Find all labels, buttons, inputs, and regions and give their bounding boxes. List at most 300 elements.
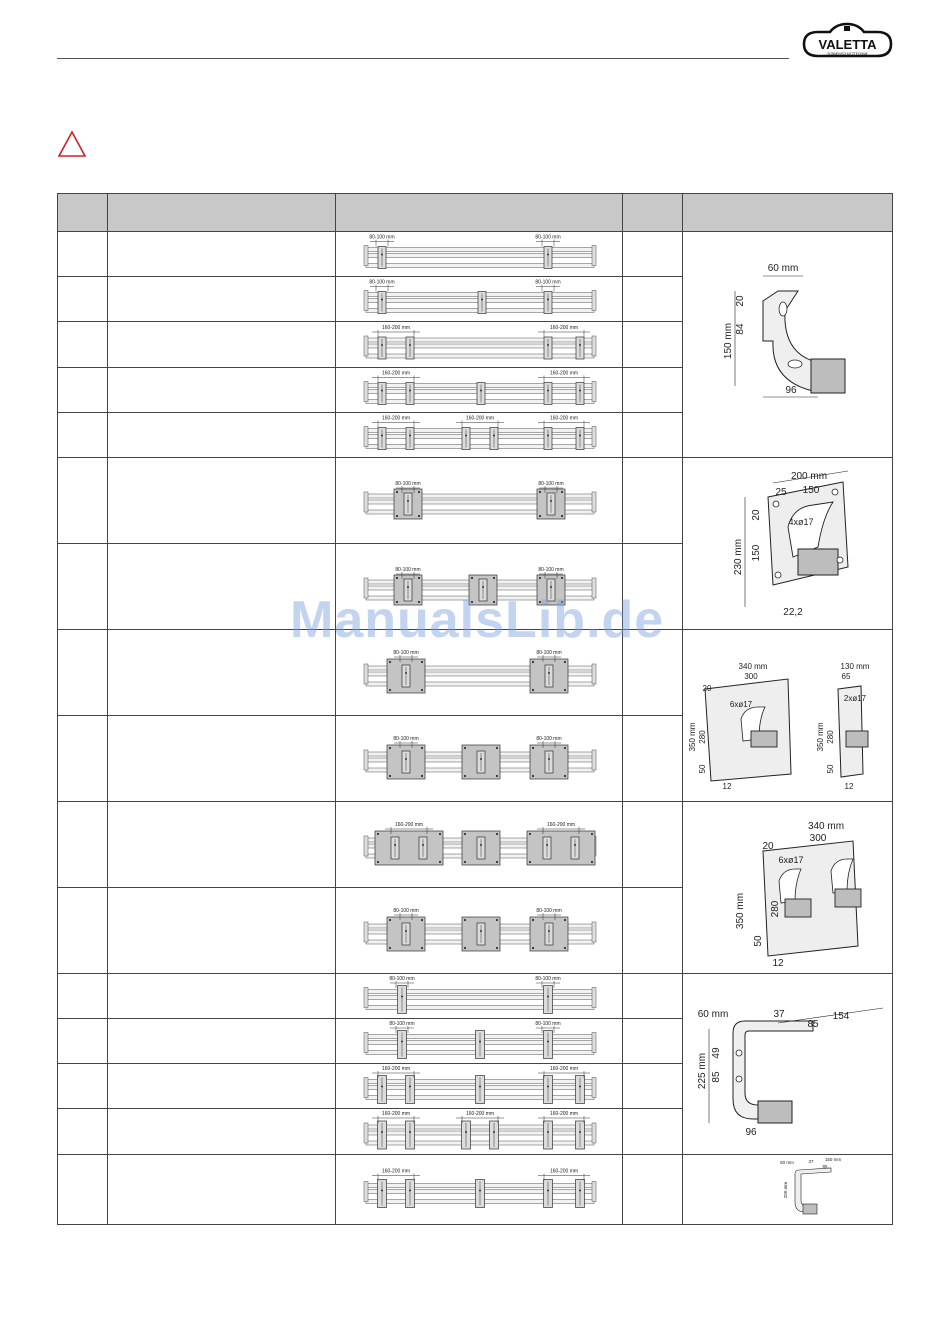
brand-name: VALETTA [818, 37, 877, 52]
bracket-hole [409, 344, 411, 346]
end-cap [592, 492, 596, 512]
dim-label: 150 [751, 544, 762, 562]
screw-hole [532, 775, 534, 777]
brand-subtitle: SONNENSCHUTZTECHNIK [827, 52, 868, 56]
end-cap [592, 750, 596, 770]
dim-label: 20 [702, 684, 712, 693]
diagram-row-7 [364, 567, 596, 605]
dim-label: 2xø17 [843, 694, 867, 703]
end-cap [364, 1123, 368, 1143]
dim-label: 60 mm [767, 263, 799, 274]
spacing-label: 80-100 mm [538, 481, 564, 487]
end-cap [364, 382, 368, 402]
bracket-hole [547, 435, 549, 437]
spacing-label: 160-200 mm [381, 1111, 411, 1117]
screw-hole [532, 689, 534, 691]
dim-label: 350 mm [735, 892, 746, 930]
bracket-hole [547, 299, 549, 301]
spacing-label: 80-100 mm [395, 481, 421, 487]
dim-label: 250 mm [783, 1181, 788, 1199]
dim-label: 96 [785, 385, 797, 396]
spacing-label: 160-200 mm [394, 822, 424, 828]
diagram-row-11 [364, 908, 596, 951]
spacing-label: 160-200 mm [549, 325, 579, 331]
bracket-hole [479, 1086, 481, 1088]
end-cap [364, 291, 368, 311]
dim-label: 37 [773, 1009, 785, 1020]
bracket-hole [394, 844, 396, 846]
bracket-hole [493, 435, 495, 437]
profile-bar [366, 254, 594, 258]
profile-bar [366, 1125, 594, 1129]
bracket-hole [480, 390, 482, 392]
spacing-label: 160-200 mm [381, 325, 411, 331]
dim-label: 60 mm [697, 1009, 729, 1020]
dim-label: 6xø17 [778, 855, 804, 865]
screw-hole [564, 661, 566, 663]
dim-label: 50 [698, 764, 707, 774]
dim-label: 350 mm [688, 722, 697, 752]
end-cap [592, 1123, 596, 1143]
dim-label: 65 [841, 672, 851, 681]
screw-hole [421, 747, 423, 749]
end-cap [364, 1033, 368, 1053]
screw-hole [496, 775, 498, 777]
dim-label: 150 [802, 485, 820, 496]
end-cap [364, 246, 368, 266]
profile-bar [366, 445, 594, 449]
bracket-hole [579, 390, 581, 392]
screw-hole [591, 833, 593, 835]
spacing-label: 80-100 mm [393, 736, 419, 742]
screw-hole [418, 601, 420, 603]
diagram-row-1 [364, 235, 596, 269]
screw-hole [418, 491, 420, 493]
dim-label: 340 mm [738, 662, 768, 671]
bracket-hole [405, 672, 407, 674]
end-cap [592, 1182, 596, 1202]
spacing-label: 160-200 mm [549, 1168, 579, 1175]
dim-label: 300 [744, 672, 758, 681]
screw-hole [561, 515, 563, 517]
bracket-hole [407, 500, 409, 502]
screw-hole [532, 947, 534, 949]
dim-label: 37 [808, 1159, 814, 1164]
diagram-row-5 [364, 416, 596, 450]
bracket-hole [409, 1131, 411, 1133]
diagram-row-10 [364, 822, 596, 865]
screw-hole [496, 861, 498, 863]
screw-hole [532, 747, 534, 749]
end-cap [364, 750, 368, 770]
screw-hole [775, 572, 781, 578]
dim-label: 49 [711, 1047, 722, 1059]
bracket-drawings [683, 231, 892, 1224]
bracket-hole [422, 844, 424, 846]
end-cap [592, 922, 596, 942]
spacing-label: 160-200 mm [549, 415, 579, 422]
screw-hole [561, 491, 563, 493]
screw-hole [832, 489, 838, 495]
profile-clamp [751, 731, 777, 747]
screw-hole [396, 515, 398, 517]
screw-hole [561, 577, 563, 579]
bracket-hole [579, 1086, 581, 1088]
col-divider [622, 194, 623, 1224]
dim-label: 6xø17 [729, 700, 753, 709]
diagram-row-8 [364, 650, 596, 693]
screw-hole [389, 747, 391, 749]
screw-hole [421, 661, 423, 663]
dim-label: 350 mm [816, 722, 825, 752]
profile-bar [366, 435, 594, 439]
bracket-hole [547, 1190, 549, 1192]
dim-label: 12 [772, 958, 784, 969]
bracket-hole [574, 844, 576, 846]
spacing-label: 80-100 mm [535, 1021, 561, 1027]
screw-hole [439, 833, 441, 835]
end-cap [364, 1078, 368, 1098]
screw-hole [564, 919, 566, 921]
profile-clamp [785, 899, 811, 917]
bracket-hole [381, 435, 383, 437]
diagram-row-9 [364, 736, 596, 779]
dim-label: 84 [735, 323, 746, 335]
screw-hole [496, 747, 498, 749]
mounting-diagrams [336, 231, 622, 1224]
watermark: ManualsLib.de [290, 591, 665, 649]
diagram-row-14 [364, 1066, 596, 1104]
end-cap [592, 988, 596, 1008]
bracket-hole [579, 1131, 581, 1133]
bracket-hole [550, 586, 552, 588]
dim-label: 225 mm [697, 1052, 708, 1090]
screw-hole [389, 919, 391, 921]
profile-clamp [803, 1204, 817, 1214]
bracket-hole [579, 1190, 581, 1192]
spacing-label: 80-100 mm [536, 650, 562, 656]
dim-label: 130 mm [840, 662, 870, 671]
bracket-hole [409, 390, 411, 392]
bracket-hole [550, 500, 552, 502]
spacing-label: 80-100 mm [389, 976, 415, 982]
bracket-hole [482, 586, 484, 588]
screw-hole [496, 919, 498, 921]
end-cap [592, 336, 596, 356]
end-cap [592, 664, 596, 684]
screw-hole [421, 775, 423, 777]
bracket-hole [405, 758, 407, 760]
dim-line [778, 1008, 883, 1023]
bracket-2 [733, 471, 848, 618]
screw-hole [464, 861, 466, 863]
end-cap [592, 382, 596, 402]
end-cap [364, 578, 368, 598]
bracket-hole [479, 1041, 481, 1043]
spacing-label: 80-100 mm [535, 279, 561, 286]
bracket-hole [407, 586, 409, 588]
bracket-hole [409, 435, 411, 437]
bracket-hole [409, 1190, 411, 1192]
bracket-hole [465, 1131, 467, 1133]
dim-label: 12 [844, 782, 854, 791]
bracket-hole [381, 344, 383, 346]
spacing-label: 160-200 mm [381, 1066, 411, 1072]
bracket-hole [401, 1041, 403, 1043]
bracket-hole [381, 1131, 383, 1133]
dim-label: 20 [751, 509, 762, 521]
screw-hole [464, 833, 466, 835]
screw-hole [418, 515, 420, 517]
profile-bar [366, 338, 594, 342]
profile-bar [366, 248, 594, 252]
screw-hole [464, 947, 466, 949]
profile-clamp [798, 549, 838, 575]
end-cap [592, 246, 596, 266]
dim-label: 85 [807, 1019, 819, 1030]
screw-hole [493, 601, 495, 603]
screw-hole [564, 689, 566, 691]
spacing-label: 80-100 mm [393, 908, 419, 914]
bracket-hole [480, 844, 482, 846]
profile-bar [366, 344, 594, 348]
valetta-logo [800, 20, 895, 62]
spacing-label: 160-200 mm [465, 415, 495, 422]
bracket-hole [547, 1086, 549, 1088]
bracket-table [57, 193, 893, 1225]
bracket-hole [547, 1131, 549, 1133]
dim-label: 150 mm [723, 322, 734, 360]
dim-label: 96 [745, 1127, 757, 1138]
diagram-row-6 [364, 481, 596, 519]
spacing-label: 160-200 mm [546, 822, 576, 828]
screw-hole [539, 577, 541, 579]
screw-hole [539, 515, 541, 517]
spacing-label: 80-100 mm [535, 976, 561, 982]
screw-hole [396, 491, 398, 493]
end-cap [592, 291, 596, 311]
end-cap [364, 922, 368, 942]
end-cap [364, 836, 368, 856]
bracket-hole [547, 1041, 549, 1043]
diagram-row-4 [364, 371, 596, 405]
screw-hole [736, 1076, 742, 1082]
bracket-hole [547, 344, 549, 346]
dim-label: 60 mm [780, 1160, 794, 1165]
bracket-hole [548, 758, 550, 760]
bracket-hole [405, 930, 407, 932]
dim-label: 12 [722, 782, 732, 791]
bracket-hole [481, 299, 483, 301]
bracket-3 [688, 662, 870, 791]
bracket-hole [409, 1086, 411, 1088]
bracket-hole [381, 1190, 383, 1192]
spacing-label: 80-100 mm [536, 908, 562, 914]
dim-label: 340 mm [807, 821, 845, 832]
end-cap [364, 336, 368, 356]
profile-clamp [811, 359, 845, 393]
spacing-label: 80-100 mm [369, 279, 395, 286]
spacing-label: 80-100 mm [395, 567, 421, 573]
screw-hole [396, 577, 398, 579]
screw-hole [418, 577, 420, 579]
screw-hole [564, 775, 566, 777]
screw-hole [532, 661, 534, 663]
end-cap [592, 1078, 596, 1098]
screw-hole [377, 861, 379, 863]
spacing-label: 80-100 mm [389, 1021, 415, 1027]
bracket-hole [465, 435, 467, 437]
screw-hole [493, 577, 495, 579]
dim-label: 280 [698, 730, 707, 744]
bracket-hole [480, 758, 482, 760]
bracket-4 [735, 821, 861, 969]
bracket-1 [723, 263, 845, 397]
screw-hole [564, 747, 566, 749]
profile-bar [366, 354, 594, 358]
spacing-label: 160-200 mm [381, 1168, 411, 1175]
bracket-hole [579, 435, 581, 437]
screw-hole [439, 861, 441, 863]
dim-label: 154 [832, 1011, 850, 1022]
screw-hole [529, 833, 531, 835]
diagram-row-13 [364, 1021, 596, 1059]
header-rule [57, 58, 789, 59]
bracket-hole [381, 1086, 383, 1088]
screw-hole [539, 601, 541, 603]
screw-hole [389, 775, 391, 777]
screw-hole [421, 947, 423, 949]
bracket-hole [548, 672, 550, 674]
screw-hole [464, 775, 466, 777]
dim-label: 50 [826, 764, 835, 774]
screw-hole [421, 689, 423, 691]
wall-plate [527, 831, 595, 865]
bracket-hole [381, 390, 383, 392]
dim-label: 85 [711, 1071, 722, 1083]
diagram-row-12 [364, 976, 596, 1014]
bracket-hole [381, 254, 383, 256]
dim-label: 150 mm [824, 1157, 842, 1162]
profile-bar [366, 264, 594, 268]
bracket-hole [381, 299, 383, 301]
screw-hole [736, 1050, 742, 1056]
bracket-hole [548, 930, 550, 932]
bracket-hole [401, 996, 403, 998]
bracket-hole [493, 1131, 495, 1133]
bracket-hole [546, 844, 548, 846]
dim-label: 300 [809, 833, 827, 844]
diagram-row-16 [364, 1169, 596, 1208]
end-cap [364, 492, 368, 512]
screw-hole [773, 501, 779, 507]
profile-bar [366, 1141, 594, 1145]
diagram-row-15 [364, 1111, 596, 1149]
diagram-row-2 [364, 280, 596, 314]
end-cap [364, 664, 368, 684]
end-cap [592, 578, 596, 598]
spacing-label: 160-200 mm [549, 1066, 579, 1072]
end-cap [364, 988, 368, 1008]
bracket-hole [547, 996, 549, 998]
spacing-label: 80-100 mm [536, 736, 562, 742]
dim-label: 230 mm [733, 538, 744, 576]
screw-hole [389, 947, 391, 949]
spacing-label: 160-200 mm [549, 1111, 579, 1117]
bracket-hole [547, 390, 549, 392]
dim-label: 200 mm [790, 471, 828, 482]
spacing-label: 160-200 mm [549, 370, 579, 377]
screw-hole [496, 833, 498, 835]
dim-label: 25 [775, 487, 787, 498]
screw-hole [539, 491, 541, 493]
screw-hole [389, 661, 391, 663]
dim-label: 20 [762, 841, 774, 852]
bracket-6 [780, 1157, 841, 1214]
screw-hole [564, 947, 566, 949]
screw-hole [591, 861, 593, 863]
screw-hole [529, 861, 531, 863]
screw-hole [471, 577, 473, 579]
dim-label: 280 [826, 730, 835, 744]
profile-clamp [835, 889, 861, 907]
screw-hole [532, 919, 534, 921]
dim-label: 280 [770, 900, 781, 918]
dim-label: 20 [735, 295, 746, 307]
screw-hole [561, 601, 563, 603]
profile-clamp [758, 1101, 792, 1123]
spacing-label: 80-100 mm [538, 567, 564, 573]
diagram-row-3 [364, 325, 596, 359]
bracket-hole [579, 344, 581, 346]
bracket-hole [479, 1190, 481, 1192]
table-header [58, 194, 892, 232]
bracket-5 [697, 1008, 883, 1138]
screw-hole [496, 947, 498, 949]
spacing-label: 160-200 mm [381, 415, 411, 422]
dim-label: 22,2 [783, 607, 803, 618]
dim-label: 50 [753, 935, 764, 947]
screw-hole [421, 919, 423, 921]
profile-bar [366, 429, 594, 433]
screw-hole [389, 689, 391, 691]
screw-hole [377, 833, 379, 835]
profile-clamp [846, 731, 868, 747]
screw-hole [464, 919, 466, 921]
spacing-label: 80-100 mm [535, 234, 561, 241]
spacing-label: 160-200 mm [465, 1111, 495, 1117]
wall-plate [375, 831, 443, 865]
spacing-label: 80-100 mm [393, 650, 419, 656]
end-cap [592, 427, 596, 447]
end-cap [364, 427, 368, 447]
col-divider [107, 194, 108, 1224]
spacing-label: 160-200 mm [381, 370, 411, 377]
bracket-hole [547, 254, 549, 256]
end-cap [592, 1033, 596, 1053]
screw-hole [396, 601, 398, 603]
slot-hole [788, 360, 802, 368]
screw-hole [464, 747, 466, 749]
slot-hole [779, 302, 787, 316]
end-cap [364, 1182, 368, 1202]
dim-label: 4xø17 [788, 517, 814, 527]
screw-hole [471, 601, 473, 603]
bracket-hole [480, 930, 482, 932]
screw-hole [837, 557, 843, 563]
warning-icon [57, 130, 87, 158]
dim-label: 85 [822, 1164, 828, 1169]
